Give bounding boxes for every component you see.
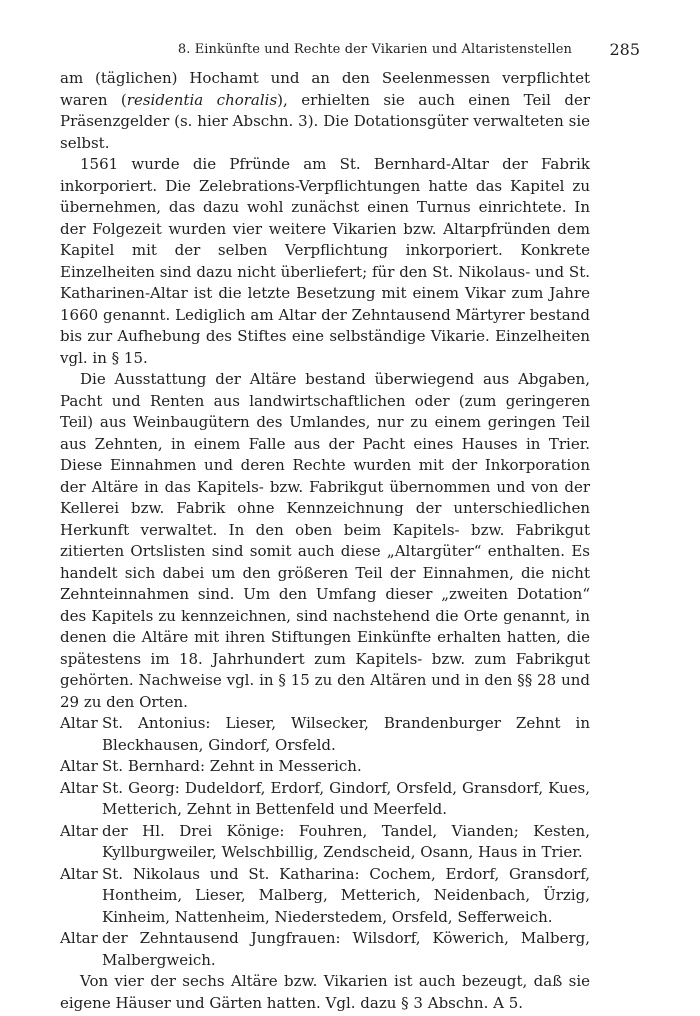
altar-text: St. Bernhard: Zehnt in Messerich. [102, 757, 362, 775]
paragraph-4: Von vier der sechs Altäre bzw. Vikarien ist auch bezeugt, daß sie eigene Häuser und Gärten hatten. Vgl. dazu § 3 Abschn. A 5. [60, 972, 590, 1012]
altar-label: Altar [60, 778, 98, 797]
paragraph-1-end: ), erhielten sie auch einen Teil der Präsenzgelder (s. hier Abschn. 3). Die Dotationsgüter verwalteten sie selbst. [60, 90, 590, 152]
altar-text: der Zehntausend Jungfrauen: Wilsdorf, Köwerich, Malberg, Malbergweich. [102, 929, 590, 969]
altar-label: Altar [60, 714, 98, 732]
altar-label: Altar [60, 864, 98, 883]
paragraph-1-italic-term: residentia choralis [126, 90, 278, 109]
paragraph-1-start: am (täglichen) Hochamt und an den Seelenmessen verpflichtet waren ( [60, 69, 590, 109]
running-title: 8. Einkünfte und Rechte der Vikarien und Altaristenstellen [177, 42, 572, 57]
altar-list [60, 713, 590, 971]
altar-text: St. Nikolaus und St. Katharina: Cochem, Erdorf, Gransdorf, Hontheim, Lieser, Malberg, Metterich, Neidenbach, Ürzig, Kinheim, Nattenheim, Niederstedem, Orsfeld, Sefferweich. [102, 864, 590, 926]
altar-label: Altar [60, 757, 98, 775]
altar-entry-georg [60, 778, 590, 821]
page-number: 285 [609, 40, 640, 59]
body-text [60, 68, 590, 1014]
altar-entry-drei-koenige [60, 821, 590, 864]
altar-entry-zehntausend-jungfrauen [60, 928, 590, 971]
running-head [60, 40, 640, 64]
altar-label: Altar [60, 929, 98, 947]
paragraph-3: Die Ausstattung der Altäre bestand überwiegend aus Abgaben, Pacht und Renten aus landwirtschaftlichen oder (zum geringeren Teil) aus Weinbaugütern des Umlandes, nur zu einem geringen Teil aus Zehnten, in einem Falle aus der Pacht eines Hauses in Trier. Diese Einnahmen und deren Rechte wurden mit der Inkorporation der Altäre in das Kapitels- bzw. Fabrikgut übernommen und von der Kellerei bzw. Fabrik ohne Kennzeichnung der unterschiedlichen Herkunft verwaltet. In den oben beim Kapitels- bzw. Fabrikgut zitierten Ortslisten sind somit auch diese „Altargüter“ enthalten. Es handelt sich dabei um den größeren Teil der Einnahmen, die nicht Zehnteinnahmen sind. Um den Umfang dieser „zweiten Dotation“ des Kapitels zu kennzeichnen, sind nachstehend die Orte genannt, in denen die Altäre mit ihren Stiftungen Einkünfte erhalten hatten, die spätestens im 18. Jahrhundert zum Kapitels- bzw. zum Fabrikgut gehörten. Nachweise vgl. in § 15 zu den Altären und in den §§ 28 und 29 zu den Orten. [60, 370, 590, 711]
altar-label: Altar [60, 821, 98, 840]
altar-text: der Hl. Drei Könige: Fouhren, Tandel, Vianden; Kesten, Kyllburgweiler, Welschbillig, Zendscheid, Osann, Haus in Trier. [102, 821, 590, 861]
paragraph-1 [60, 68, 590, 154]
altar-text: St. Georg: Dudeldorf, Erdorf, Gindorf, Orsfeld, Gransdorf, Kues, Metterich, Zehnt in Bettenfeld und Meerfeld. [102, 778, 590, 818]
altar-entry-nikolaus-katharina [60, 864, 590, 929]
paragraph-2: 1561 wurde die Pfründe am St. Bernhard-Altar der Fabrik inkorporiert. Die Zelebrations-Verpflichtungen hatte das Kapitel zu übernehmen, das dazu wohl zunächst einen Turnus einrichtete. In der Folgezeit wurden vier weitere Vikarien bzw. Altarpfründen dem Kapitel mit der selben Verpflichtung inkorporiert. Konkrete Einzelheiten sind dazu nicht überliefert; für den St. Nikolaus- und St. Katharinen-Altar ist die letzte Besetzung mit einem Vikar zum Jahre 1660 genannt. Lediglich am Altar der Zehntausend Märtyrer bestand bis zur Aufhebung des Stiftes eine selbständige Vikarie. Einzelheiten vgl. in § 15. [60, 155, 590, 367]
altar-text: St. Antonius: Lieser, Wilsecker, Brandenburger Zehnt in Bleckhausen, Gindorf, Orsfeld. [102, 714, 590, 754]
altar-entry-bernhard [60, 756, 590, 778]
altar-entry-antonius [60, 713, 590, 756]
